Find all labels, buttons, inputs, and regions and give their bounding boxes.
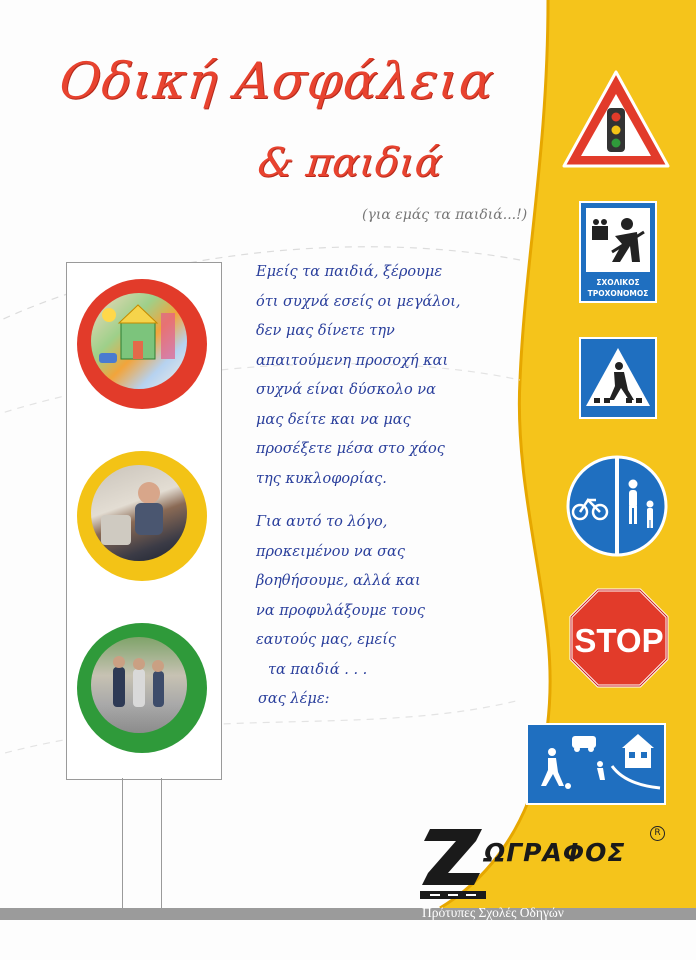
paragraph-1-line: ότι συχνά εσείς οι μεγάλοι, <box>256 293 461 310</box>
logo-name: ΩΓΡΑΦΟΣ <box>484 838 626 867</box>
paragraph-2-line: Για αυτό το λόγο, <box>256 514 388 530</box>
school-warden-label-1: ΣΧΟΛΙΚΟΣ <box>596 278 640 287</box>
paragraph-1-line: Εμείς τα παιδιά, ξέρουμε <box>256 264 443 280</box>
paragraph-1-line: συχνά είναι δύσκολο να <box>256 382 436 398</box>
traffic-light-warning-sign-icon <box>564 72 668 166</box>
paragraph-1-line: δεν μας δίνετε την <box>256 323 395 339</box>
logo-tagline: Πρότυπες Σχολές Οδηγών <box>422 905 564 920</box>
paragraph-1-line: προσέξετε μέσα στο χάος <box>256 441 445 457</box>
school-warden-sign-icon <box>580 202 656 302</box>
subtitle: (για εμάς τα παιδιά...!) <box>362 207 528 223</box>
bicycle-pedestrian-path-sign-icon <box>568 457 666 555</box>
paragraph-2-line: τα παιδιά . . . <box>268 661 368 678</box>
title-line-1: Οδική Ασφάλεια <box>56 52 498 110</box>
paragraph-2-line: προκειμένου να σας <box>256 543 405 560</box>
school-warden-label-2: ΤΡΟΧΟΝΟΜΟΣ <box>587 289 649 298</box>
paragraph-2-line: σας λέμε: <box>258 691 330 707</box>
paragraph-2-line: βοηθήσουμε, αλλά και <box>256 573 421 589</box>
pedestrian-crossing-sign-icon <box>580 338 656 418</box>
zografos-logo-icon <box>420 823 490 903</box>
paragraph-2-line: εαυτούς μας, εμείς <box>256 632 397 648</box>
paragraph-2-line: να προφυλάξουμε τους <box>256 602 425 619</box>
stop-sign-label: STOP <box>574 622 664 659</box>
registered-mark: R <box>650 826 665 841</box>
paragraph-1-line: μας δείτε και να μας <box>256 411 411 428</box>
paragraph-1-line: της κυκλοφορίας. <box>256 470 387 487</box>
title-line-2: & παιδιά <box>255 140 445 186</box>
residential-zone-sign-icon <box>527 724 665 804</box>
bottom-bar <box>0 908 696 920</box>
paragraph-1-line: απαιτούμενη προσοχή και <box>256 352 449 369</box>
